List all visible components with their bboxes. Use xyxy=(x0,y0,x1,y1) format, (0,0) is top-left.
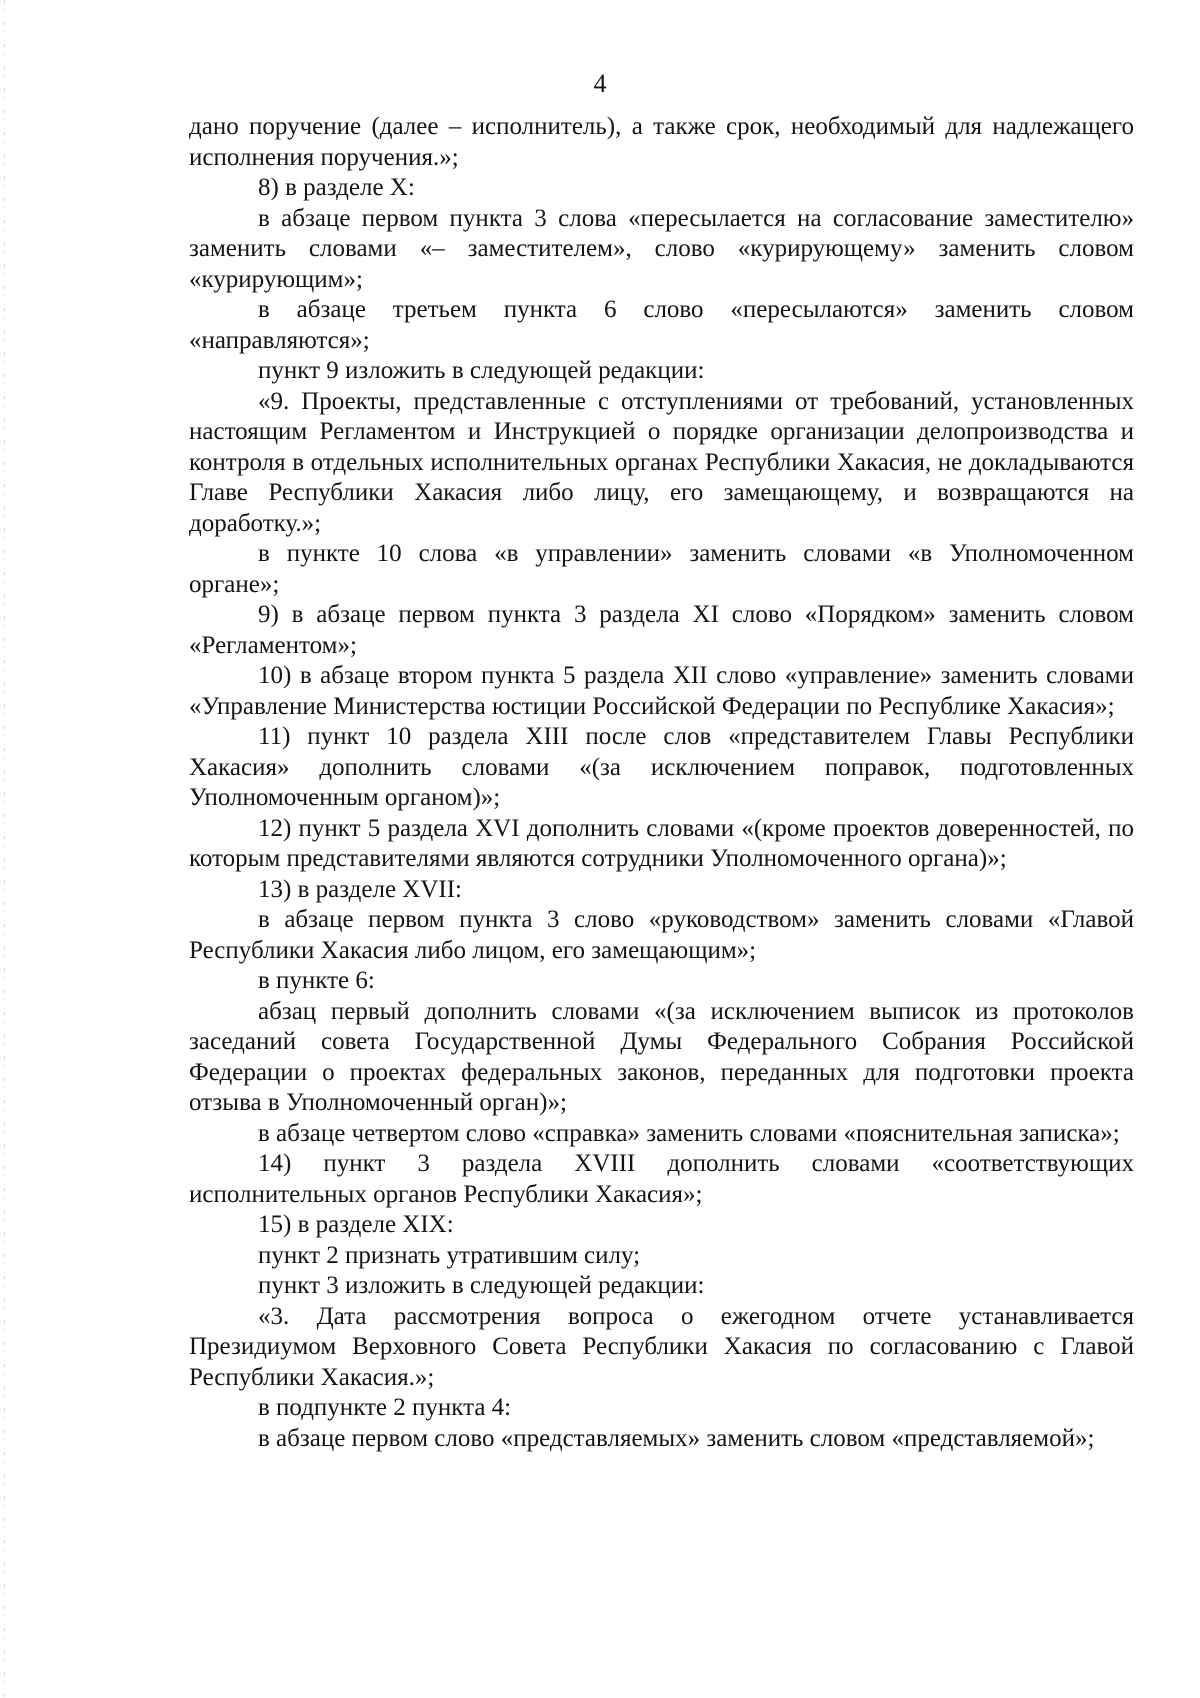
paragraph: 11) пункт 10 раздела XIII после слов «представителем Главы Республики Хакасия» дополнить словами «(за исключением поправок, подготовленных Уполномоченным органом)»; xyxy=(189,723,1134,811)
paragraph: в подпункте 2 пункта 4: xyxy=(258,1394,512,1421)
paragraph: 8) в разделе X: xyxy=(258,174,415,201)
paragraph: в пункте 6: xyxy=(258,967,375,994)
paragraph: пункт 9 изложить в следующей редакции: xyxy=(258,357,705,384)
paragraph: в абзаце первом пункта 3 слова «пересылается на согласование заместителю» заменить словами «– заместителем», слово «курирующему» заменить словом «курирующим»; xyxy=(189,204,1134,293)
paragraph: в пункте 10 слова «в управлении» заменить словами «в Уполномоченном органе»; xyxy=(189,540,1134,598)
paragraph: 13) в разделе XVII: xyxy=(258,875,462,903)
page-number: 4 xyxy=(593,69,607,98)
paragraph: пункт 3 изложить в следующей редакции: xyxy=(258,1272,705,1299)
paragraph: «9. Проекты, представленные с отступлениями от требований, установленных настоящим Регламентом и Инструкцией о порядке организации делопроизводства и контроля в отдельных исполнительных органах Республики Хакасия, не докладываются Главе Республики Хакасия либо лицу, его замещающему, и возвращаются на доработку.»; xyxy=(189,387,1134,537)
paragraph: в абзаце третьем пункта 6 слово «пересылаются» заменить словом «направляются»; xyxy=(189,296,1134,354)
paragraph: «3. Дата рассмотрения вопроса о ежегодном отчете устанавливается Президиумом Верховного Совета Республики Хакасия по согласованию с Главой Республики Хакасия.»; xyxy=(189,1302,1134,1391)
paragraph: в абзаце четвертом слово «справка» заменить словами «пояснительная записка»; xyxy=(258,1119,1120,1147)
scan-edge-artifact xyxy=(4,0,5,1698)
paragraph: абзац первый дополнить словами «(за исключением выписок из протоколов заседаний совета Государственной Думы Федерального Собрания Российской Федерации о проектах федеральных законов, переданных для подготовки проекта отзыва в Уполномоченный орган)»; xyxy=(189,997,1134,1116)
paragraph: в абзаце первом пункта 3 слово «руководством» заменить словами «Главой Республики Хакасия либо лицом, его замещающим»; xyxy=(189,906,1134,964)
paragraph: 15) в разделе XIX: xyxy=(258,1211,454,1238)
paragraph: в абзаце первом слово «представляемых» заменить словом «представляемой»; xyxy=(258,1424,1095,1452)
paragraph: 10) в абзаце втором пункта 5 раздела XII слово «управление» заменить словами «Управление Министерства юстиции Российской Федерации по Республике Хакасия»; xyxy=(189,662,1134,720)
paragraph: 9) в абзаце первом пункта 3 раздела XI слово «Порядком» заменить словом «Регламентом»; xyxy=(189,601,1134,659)
document-body xyxy=(189,112,1134,1454)
paragraph: дано поручение (далее – исполнитель), а также срок, необходимый для надлежащего исполнения поручения.»; xyxy=(189,113,1134,171)
paragraph: 12) пункт 5 раздела XVI дополнить словами «(кроме проектов доверенностей, по которым представителями являются сотрудники Уполномоченного органа)»; xyxy=(189,814,1134,872)
paragraph: пункт 2 признать утратившим силу; xyxy=(258,1241,641,1269)
paragraph: 14) пункт 3 раздела XVIII дополнить словами «соответствующих исполнительных органов Республики Хакасия»; xyxy=(189,1150,1134,1208)
